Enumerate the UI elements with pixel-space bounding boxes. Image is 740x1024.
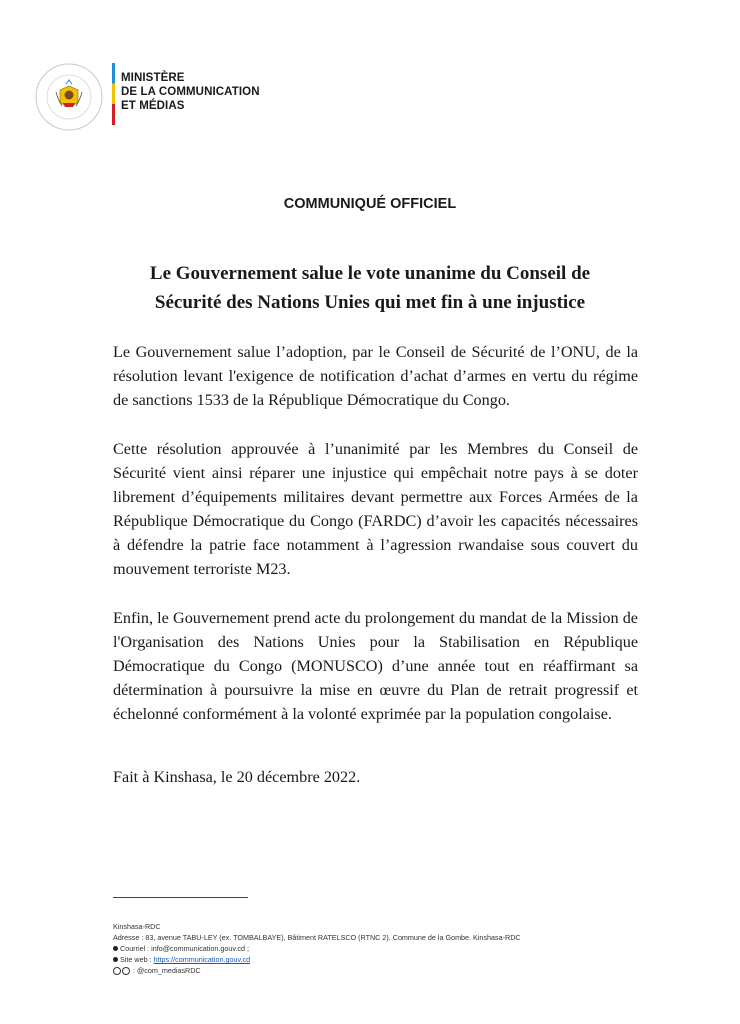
ministry-line-3: ET MÉDIAS [121, 100, 185, 112]
footer-social-row [113, 965, 673, 976]
headline-line-2: Sécurité des Nations Unies qui met fin à une injustice [154, 292, 586, 313]
footer-email-row [113, 943, 673, 954]
government-seal-icon [34, 62, 104, 132]
paragraph-2: Cette résolution approuvée à l’unanimité par les Membres du Conseil de Sécurité vient ainsi réparer une injustice qui empêchait notre pays à se doter librement d’équipements militaires devant permettre aux Forces Armées de la République Démocratique du Congo (FARDC) d’avoir les capacités nécessaires à défendre la patrie face notamment à l’agression rwandaise sous couvert du mouvement terroriste M23. [113, 440, 638, 578]
document-type-title: COMMUNIQUÉ OFFICIEL [283, 196, 457, 212]
body-text [113, 340, 638, 751]
footer-city: Kinshasa-RDC [113, 922, 161, 931]
tricolor-bar [112, 63, 115, 125]
bullet-icon [113, 957, 118, 962]
paragraph-1: Le Gouvernement salue l’adoption, par le Conseil de Sécurité de l’ONU, de la résolution levant l'exigence de notification d’achat d’armes en vertu du régime de sanctions 1533 de la République Démocratique du Congo. [113, 343, 638, 409]
footer-web-row [113, 954, 673, 965]
ministry-name [121, 71, 260, 113]
email-suffix: ; [245, 944, 250, 953]
web-label: Site web : [120, 955, 154, 964]
social-handle: : @com_mediasRDC [131, 966, 201, 975]
footer-divider [113, 897, 248, 898]
twitter-icon [113, 967, 121, 975]
footer [113, 921, 673, 976]
signature-line: Fait à Kinshasa, le 20 décembre 2022. [113, 768, 361, 786]
bullet-icon [113, 946, 118, 951]
headline [60, 259, 680, 317]
email-label: Courriel : [120, 944, 152, 953]
email-value: info@communication.gouv.cd [151, 944, 246, 953]
ministry-line-1: MINISTÈRE [121, 72, 185, 84]
facebook-icon [122, 967, 130, 975]
paragraph-3: Enfin, le Gouvernement prend acte du prolongement du mandat de la Mission de l'Organisation des Nations Unies pour la Stabilisation en République Démocratique du Congo (MONUSCO) d’une année tout en réaffirmant sa détermination à poursuivre la mise en œuvre du Plan de retrait progressif et échelonné conformément à la volonté exprimée par la population congolaise. [113, 609, 638, 723]
footer-address: Adresse : 83, avenue TABU-LEY (ex. TOMBALBAYE), Bâtiment RATELSCO (RTNC 2). Commune de la Gombe. Kinshasa-RDC [113, 933, 521, 942]
ministry-line-2: DE LA COMMUNICATION [121, 86, 260, 98]
headline-line-1: Le Gouvernement salue le vote unanime du Conseil de [149, 263, 591, 284]
website-link[interactable]: https://communication.gouv.cd [153, 955, 251, 964]
